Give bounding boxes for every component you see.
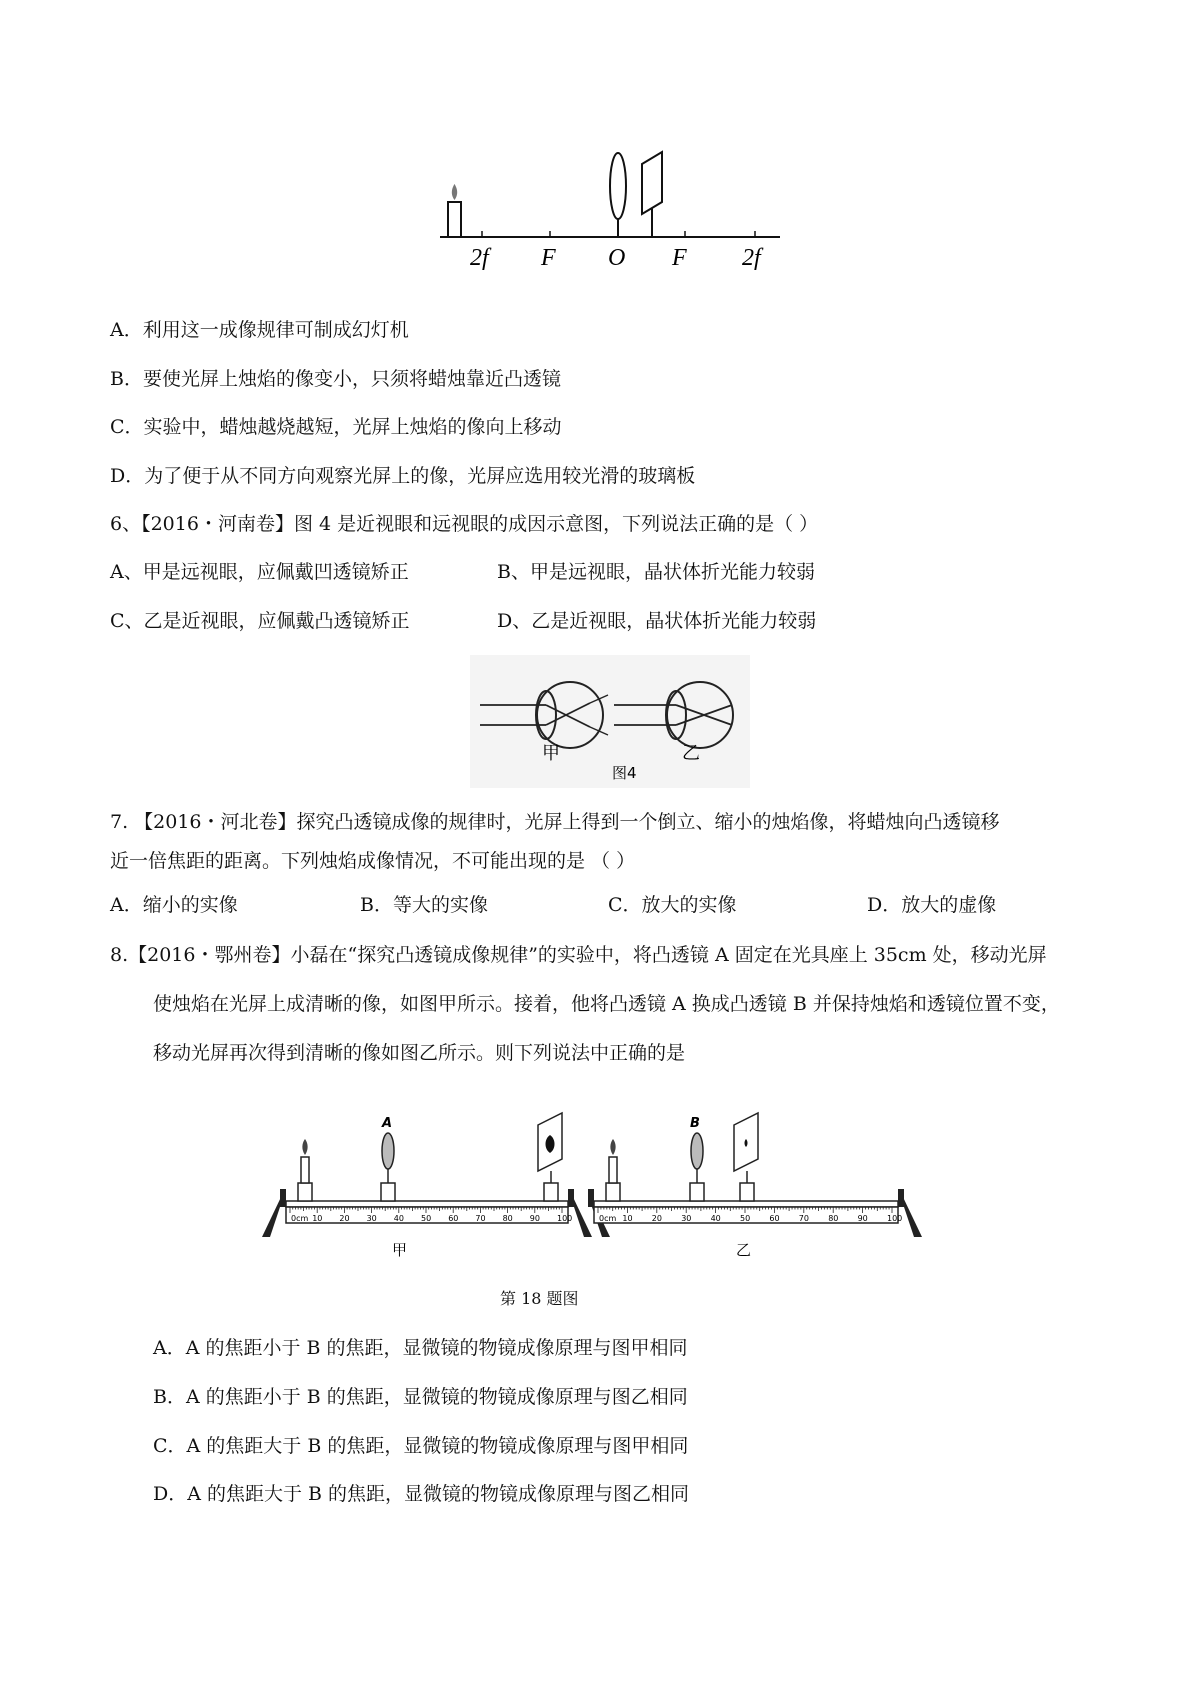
label-f-right: F [672, 245, 687, 271]
label-o: O [608, 245, 626, 271]
figure-caption-right: 乙 [736, 1241, 752, 1259]
q5-option-c: C．实验中，蜡烛越烧越短，光屏上烛焰的像向上移动 [110, 416, 562, 438]
ruler-label-right: 90 [857, 1214, 868, 1223]
ruler-label-right: 100 [887, 1214, 903, 1223]
ruler-label-right: 20 [651, 1214, 662, 1223]
ruler-label-right: 70 [798, 1214, 809, 1223]
bench-right [588, 1113, 922, 1259]
ruler-label-right: 40 [710, 1214, 721, 1223]
q8-figure-caption: 第 18 题图 [500, 1289, 579, 1308]
lens-b-label: B [690, 1116, 700, 1131]
light-screen [642, 152, 662, 214]
q5-figure [430, 150, 790, 275]
q5-option-b: B．要使光屏上烛焰的像变小，只须将蜡烛靠近凸透镜 [110, 368, 561, 390]
ruler-label-left: 0cm [291, 1214, 309, 1223]
lens-b [691, 1133, 703, 1169]
ruler-label-right: 50 [740, 1214, 751, 1223]
ruler-label-left: 50 [421, 1214, 432, 1223]
ruler-label-left: 70 [475, 1214, 486, 1223]
q8-option-d: D．A 的焦距大于 B 的焦距，显微镜的物镜成像原理与图乙相同 [153, 1483, 690, 1505]
q6-option-c: C、乙是近视眼，应佩戴凸透镜矫正 [110, 610, 410, 632]
ruler-label-right: 10 [622, 1214, 633, 1223]
q7-stem-line2: 近一倍焦距的距离。下列烛焰成像情况，不可能出现的是 （ ） [110, 850, 636, 872]
ruler-label-left: 10 [312, 1214, 323, 1223]
lens-a-label: A [382, 1116, 393, 1131]
q6-figure-caption: 图4 [612, 764, 637, 782]
convex-lens [610, 153, 626, 219]
q5-option-a: A．利用这一成像规律可制成幻灯机 [110, 319, 409, 341]
label-f-left: F [541, 245, 556, 271]
q7-option-a: A．缩小的实像 [110, 894, 238, 916]
candle [448, 202, 461, 237]
label-2f-right: 2f [742, 245, 761, 271]
lens-a [382, 1133, 394, 1169]
q8-stem-line2: 使烛焰在光屏上成清晰的像，如图甲所示。接着，他将凸透镜 A 换成凸透镜 B 并保持烛焰和透镜位置不变， [153, 993, 1060, 1015]
label-2f-left: 2f [470, 245, 489, 271]
ruler-label-right: 0cm [599, 1214, 617, 1223]
q8-option-c: C．A 的焦距大于 B 的焦距，显微镜的物镜成像原理与图甲相同 [153, 1435, 689, 1457]
candle-flame [452, 184, 457, 200]
q7-option-c: C．放大的实像 [608, 894, 737, 916]
ruler-label-left: 20 [339, 1214, 350, 1223]
q8-option-b: B．A 的焦距小于 B 的焦距，显微镜的物镜成像原理与图乙相同 [153, 1386, 688, 1408]
figure-caption-left: 甲 [392, 1241, 408, 1259]
q6-option-a: A、甲是远视眼，应佩戴凹透镜矫正 [110, 561, 409, 583]
ruler-label-left: 60 [448, 1214, 459, 1223]
candle-flame-right [610, 1139, 615, 1155]
ruler-label-left: 90 [529, 1214, 540, 1223]
q6-option-b: B、甲是远视眼，晶状体折光能力较弱 [497, 561, 815, 583]
q7-stem-line1: 7. 【2016・河北卷】探究凸透镜成像的规律时，光屏上得到一个倒立、缩小的烛焰像，将蜡烛向凸透镜移 [110, 811, 1000, 833]
q5-option-d: D．为了便于从不同方向观察光屏上的像，光屏应选用较光滑的玻璃板 [110, 465, 696, 487]
q7-option-d: D．放大的虚像 [867, 894, 997, 916]
ruler-label-right: 80 [828, 1214, 839, 1223]
bench-left [262, 1113, 592, 1259]
q8-stem-line1: 8.【2016・鄂州卷】小磊在“探究凸透镜成像规律”的实验中，将凸透镜 A 固定在光具座上 35cm 处，移动光屏 [110, 944, 1047, 966]
q6-stem: 6、【2016・河南卷】图 4 是近视眼和远视眼的成因示意图，下列说法正确的是（ ） [110, 513, 819, 535]
ruler-label-left: 100 [557, 1214, 573, 1223]
candle-flame-left [302, 1139, 307, 1155]
q8-option-a: A．A 的焦距小于 B 的焦距，显微镜的物镜成像原理与图甲相同 [153, 1337, 688, 1359]
q8-figure [262, 1095, 962, 1260]
q6-option-d: D、乙是近视眼，晶状体折光能力较弱 [497, 610, 817, 632]
ruler-label-left: 80 [502, 1214, 513, 1223]
q6-eye-figure [470, 655, 750, 788]
q6-figure-label-left: 甲 [542, 743, 560, 764]
q7-option-b: B．等大的实像 [360, 894, 488, 916]
q8-stem-line3: 移动光屏再次得到清晰的像如图乙所示。则下列说法中正确的是 [153, 1042, 686, 1064]
ruler-label-left: 40 [393, 1214, 404, 1223]
q6-figure-label-right: 乙 [682, 743, 700, 764]
ruler-label-right: 60 [769, 1214, 780, 1223]
ruler-label-right: 30 [681, 1214, 692, 1223]
ruler-label-left: 30 [366, 1214, 377, 1223]
